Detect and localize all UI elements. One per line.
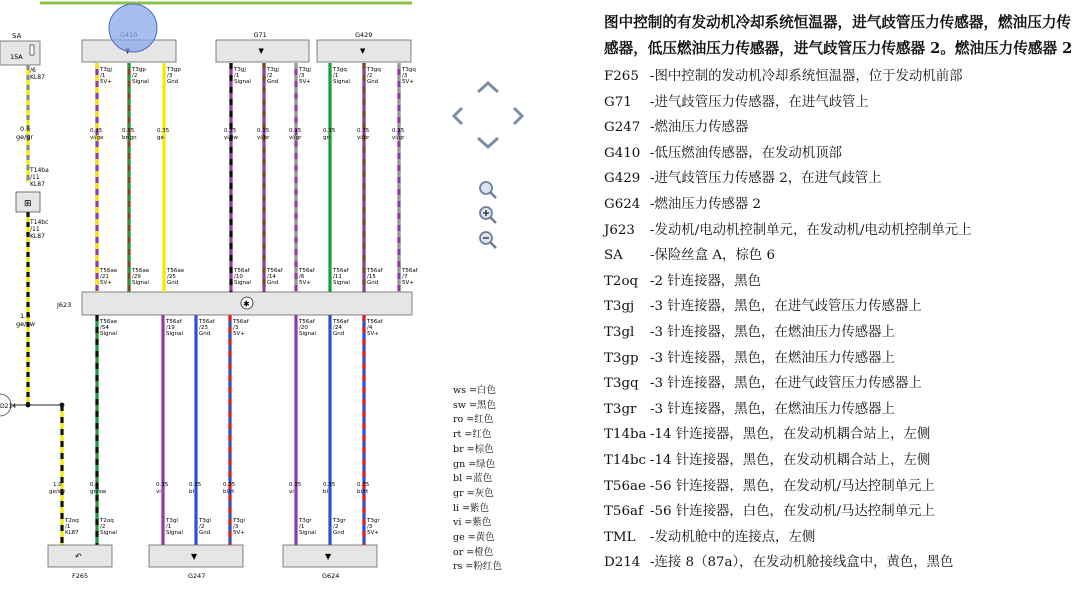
pan-up-arrow[interactable] [478,83,498,92]
legend-code: T14bc [604,452,647,468]
color-legend-item: rt =红色 [453,429,492,441]
signal-label: Signal [234,280,251,286]
t14bc-pin: /11 [30,226,40,233]
legend-entry [604,320,1074,346]
wire-color-code: vi [156,489,161,495]
connector-pin: /1 [166,524,172,530]
wire-size: 0.35 [157,128,170,134]
wire-size: 0.35 [323,128,336,134]
j623-label: J623 [57,301,72,309]
legend-code: G247 [604,120,641,136]
connector-label: T3gq [402,67,416,73]
color-legend-item: li =紫色 [453,502,490,514]
legend-entry [604,499,1074,525]
wire-size: 0.35 [223,482,236,488]
left-wire1-color: ge/gr [16,133,34,141]
wire-size: 0.35 [357,128,370,134]
connector-label: T56af [333,268,349,274]
wire-color-code: vi/br [357,135,370,141]
signal-label: Signal [100,530,117,536]
legend-description: -进气歧管压力传感器 2，在进气歧管上 [650,171,882,187]
signal-label: Signal [299,530,316,536]
component-legend-panel [604,10,1074,576]
legend-entry [604,115,1074,141]
connector-label: T3gl [233,518,245,524]
color-legend-item: ro =红色 [453,414,494,426]
signal-label: 5V+ [402,280,414,286]
signal-label: 5V+ [402,79,414,85]
legend-entry [604,192,1074,218]
signal-label: Signal [234,79,251,85]
wire-size: 0.35 [357,482,370,488]
connector-pin: /20 [299,325,308,331]
color-legend-item: or =橙色 [453,546,494,558]
signal-label: Gnd [333,530,345,536]
color-legend-item: vi =紫色 [453,517,492,529]
signal-label: Signal [333,79,350,85]
legend-description: -进气歧管压力传感器，在进气歧管上 [650,94,869,110]
wire-size: 0.35 [122,128,135,134]
wire-color-code: gn [323,135,330,141]
legend-code: D214 [604,555,641,571]
connector-label: T56af [199,319,215,325]
legend-code: T3gj [604,299,635,315]
connector-pin: /2 [367,73,373,79]
bottom-components [48,545,377,580]
signal-label: Gnd [333,331,345,337]
legend-code: SA [604,248,623,264]
legend-description: -3 针连接器，黑色，在进气歧管压力传感器上 [650,299,922,315]
legend-code: G71 [604,94,632,110]
legend-entry [604,269,1074,295]
t14bc-kl: KL87 [30,233,45,240]
wire-size: 0.35 [392,128,405,134]
signal-label: 5V+ [367,530,379,536]
wire-color-code: bl/rt [357,489,369,495]
legend-entry [604,346,1074,372]
legend-entries [604,64,1074,576]
legend-code: G429 [604,171,641,187]
wire-size: 0.35 [189,482,202,488]
pan-down-arrow[interactable] [478,138,498,147]
connector-pin: /1 [100,73,106,79]
bottom-component-label: G247 [188,572,206,580]
wire-color-code: vi/gr [392,135,405,141]
wire-color-code: bl [323,489,329,495]
wire-size: 0.35 [289,482,302,488]
wire-size: 0.5 [90,482,99,488]
legend-code: J623 [604,222,635,238]
legend-entry [604,141,1074,167]
sa-kl: KL87 [30,74,45,81]
legend-description: -燃油压力传感器 [650,120,749,136]
signal-label: Gnd [267,79,279,85]
connector-pin: /2 [267,73,273,79]
connector-pin: /24 [333,325,342,331]
pan-right-arrow[interactable] [514,108,522,124]
wire-color-code: ge [157,135,164,141]
connector-pin: /29 [132,274,141,280]
connector-label: T56af [233,319,249,325]
legend-entry [604,218,1074,244]
connector-label: T3gj [234,67,246,73]
wire-color-code: bl [189,489,195,495]
connector-pin: /2 [199,524,205,530]
signal-label: 5V+ [100,79,112,85]
splice-dot [26,403,31,408]
wire-color-code: vi/br [257,135,270,141]
bottom-component-label: F265 [72,572,89,580]
sensor-symbol-icon: ▼ [191,552,198,561]
connector-pin: /2 [132,73,138,79]
signal-label: Gnd [199,530,211,536]
legend-code: T3gr [604,401,637,417]
legend-description: -图中控制的发动机冷却系统恒温器，位于发动机前部 [650,69,963,84]
magnifier-icon[interactable] [480,182,496,198]
signal-label: 5V+ [233,530,245,536]
connector-label: T3gp [167,67,181,73]
signal-label: 5V+ [367,331,379,337]
wire-size: 0.35 [289,128,302,134]
wire-size: 0.35 [224,128,237,134]
d214-label: D214 [0,403,17,410]
zoom-out-icon[interactable] [480,232,496,248]
legend-description: -保险丝盒 A，棕色 6 [650,248,775,264]
color-legend-item: gn =绿色 [453,458,496,470]
zoom-in-icon[interactable] [480,207,496,223]
color-legend-item: ws =白色 [453,385,496,396]
legend-description: -14 针连接器，黑色，在发动机耦合站上，左侧 [650,452,931,468]
connector-pin: /3 [167,73,173,79]
connector-label: T3gr [299,518,312,524]
legend-code: T3gq [604,376,639,392]
color-legend-item: bl =蓝色 [453,473,493,485]
diagram-navigation [448,76,528,276]
legend-description: -2 针连接器，黑色 [650,273,762,289]
connector-pin: /21 [100,274,109,280]
signal-label: KL87 [65,530,79,536]
connector-pin: /3 [299,73,305,79]
wire-color-code: vi/ge [90,135,104,141]
connector-pin: /2 [100,524,106,530]
legend-code: T3gp [604,350,639,366]
bottom-wire-group [49,315,384,545]
pan-left-arrow[interactable] [454,108,462,124]
signal-label: 5V+ [100,280,112,286]
connector-pin: /6 [299,274,305,280]
connector-label: T3gl [199,518,211,524]
wire-color-code: vi/sw [224,135,238,141]
wire-color-code: gn/sw [90,489,107,495]
wire-color-code: vi [289,489,294,495]
signal-label: Signal [132,79,149,85]
wire-color-legend [453,384,533,575]
top-component-label: G429 [355,31,373,39]
connector-label: T3gr [367,518,380,524]
legend-entry [604,64,1074,90]
signal-label: Signal [132,280,149,286]
wiring-diagram [0,0,420,602]
connector-pin: /25 [167,274,176,280]
signal-label: Gnd [367,280,379,286]
connector-label: T56af [367,268,383,274]
signal-label: Gnd [267,280,279,286]
signal-label: Signal [100,331,117,337]
connector-label: T56af [299,319,315,325]
t14ba-pin: /11 [30,174,40,181]
connector-label: T3gj [299,67,311,73]
connector-pin: /1 [234,73,240,79]
legend-description: -燃油压力传感器 2 [650,196,762,212]
legend-entry [604,371,1074,397]
legend-code: G410 [604,145,641,161]
legend-entry [604,166,1074,192]
bottom-component-label: G624 [322,572,340,580]
legend-description: -56 针连接器，白色，在发动机/马达控制单元上 [650,504,935,520]
connector-label: T56af [166,319,182,325]
sensor-symbol-icon: ▼ [325,552,332,561]
g410-highlight [109,4,157,52]
connector-label: T3gl [166,518,178,524]
legend-entry [604,294,1074,320]
legend-description: -发动机/电动机控制单元，在发动机/电动机控制单元上 [650,222,972,238]
legend-code: G624 [604,196,641,212]
connector-pin: /1 [65,524,71,530]
wire-color-code: br/gn [122,135,137,141]
wire-size: 0.35 [156,482,169,488]
t14ba-label: T14ba [30,167,49,174]
connector-pin: /15 [367,274,376,280]
signal-label: 5V+ [299,280,311,286]
t14bc-label: T14bc [30,219,49,226]
legend-code: F265 [604,69,639,84]
signal-label: 5V+ [233,331,245,337]
coupling-symbol-icon: ⊞ [24,199,32,209]
wire-size: 1.0 [53,482,62,488]
legend-description: -发动机舱中的连接点，左侧 [650,529,816,545]
connector-pin: /3 [402,73,408,79]
connector-label: T56ae [100,319,118,325]
fuse-icon [30,45,34,55]
left-wire2-color: ge/sw [16,320,36,328]
color-legend-item: rs =粉红色 [453,561,502,573]
legend-description: -3 针连接器，黑色，在燃油压力传感器上 [650,401,895,417]
legend-entry [604,474,1074,500]
signal-label: Gnd [167,79,179,85]
wire-size: 0.35 [323,482,336,488]
legend-description: -14 针连接器，黑色，在发动机耦合站上，左侧 [650,427,931,443]
connector-label: T56ae [100,268,118,274]
signal-label: Gnd [167,280,179,286]
connector-label: T56af [267,268,283,274]
connector-pin: /7 [402,274,408,280]
connector-pin: /54 [100,325,109,331]
wire-color-code: bl/rt [223,489,235,495]
legend-entry [604,525,1074,551]
legend-code: TML [604,529,636,545]
connector-pin: /11 [333,274,342,280]
connector-label: T3gp [132,67,146,73]
legend-code: T2oq [604,273,639,289]
connector-label: T56af [299,268,315,274]
fuse-rating: 15A [10,53,23,61]
sa-pin: /6 [30,67,36,74]
legend-code: T56af [604,504,643,520]
connector-label: T56af [234,268,250,274]
connector-label: T56af [367,319,383,325]
wire-size: 0.35 [90,128,103,134]
legend-description: -低压燃油传感器，在发动机顶部 [650,145,842,161]
color-legend-item: ge =黄色 [453,532,495,544]
legend-description: -连接 8（87a），在发动机舱接线盒中，黄色，黑色 [650,555,954,571]
legend-description: -56 针连接器，黑色，在发动机/马达控制单元上 [650,478,935,494]
legend-entry [604,90,1074,116]
connector-label: T2oq [100,518,114,524]
wire-size: 0.35 [257,128,270,134]
connector-label: T56af [333,319,349,325]
signal-label: Signal [299,331,316,337]
connector-label: T56af [402,268,418,274]
top-component-label: G71 [253,31,267,39]
legend-entry [604,550,1074,576]
connector-label: T3gq [333,67,347,73]
connector-pin: /3 [233,325,239,331]
legend-title: 图中控制的有发动机冷却系统恒温器，进气歧管压力传感器，燃油压力传感器，低压燃油压力传感器，进气歧管压力传感器 2。燃油压力传感器 2 [604,14,1073,57]
connector-pin: /23 [199,325,208,331]
connector-pin: /1 [299,524,305,530]
sensor-symbol-icon: ↶ [75,552,82,561]
top-wire-group [90,63,419,292]
wire-color-code: vi/gr [289,135,302,141]
connector-label: T3gq [367,67,381,73]
legend-entry [604,397,1074,423]
signal-label: Signal [333,280,350,286]
connector-label: T3gj [267,67,279,73]
connector-pin: /2 [333,524,339,530]
connector-pin: /3 [233,524,239,530]
sa-label: SA [12,32,22,40]
connector-label: T3gr [333,518,346,524]
connector-pin: /14 [267,274,276,280]
legend-code: T3gl [604,324,635,340]
legend-description: -3 针连接器，黑色，在燃油压力传感器上 [650,324,895,340]
sensor-symbol-icon: ▼ [258,47,264,55]
legend-entry [604,243,1074,269]
legend-description: -3 针连接器，黑色，在进气歧管压力传感器上 [650,376,922,392]
signal-label: 5V+ [299,79,311,85]
legend-code: T14ba [604,427,647,443]
color-legend-item: sw =黑色 [453,399,496,411]
left-wire1-size: 0.5 [20,125,31,133]
signal-label: Signal [166,331,183,337]
connector-label: T56ae [167,268,185,274]
signal-label: Gnd [199,331,211,337]
connector-pin: /1 [333,73,339,79]
connector-label: T2oq [65,518,79,524]
t14ba-kl: KL87 [30,181,45,188]
connector-pin: /19 [166,325,175,331]
legend-entry [604,422,1074,448]
signal-label: Gnd [367,79,379,85]
legend-entry [604,448,1074,474]
connector-label: T56ae [132,268,150,274]
legend-code: T56ae [604,478,646,494]
connector-pin: /10 [234,274,243,280]
color-legend-item: gr =灰色 [453,487,494,499]
color-legend-item: br =棕色 [453,443,494,455]
wire-color-code: ge/sw [49,489,66,495]
sensor-symbol-icon: ▼ [360,47,366,55]
connector-pin: /3 [367,524,373,530]
connector-label: T3gj [100,67,112,73]
ground-star-glyph: ✱ [243,299,250,309]
left-wire2-size: 1.0 [20,312,31,320]
legend-description: -3 针连接器，黑色，在燃油压力传感器上 [650,350,895,366]
connector-pin: /4 [367,325,373,331]
signal-label: Signal [166,530,183,536]
